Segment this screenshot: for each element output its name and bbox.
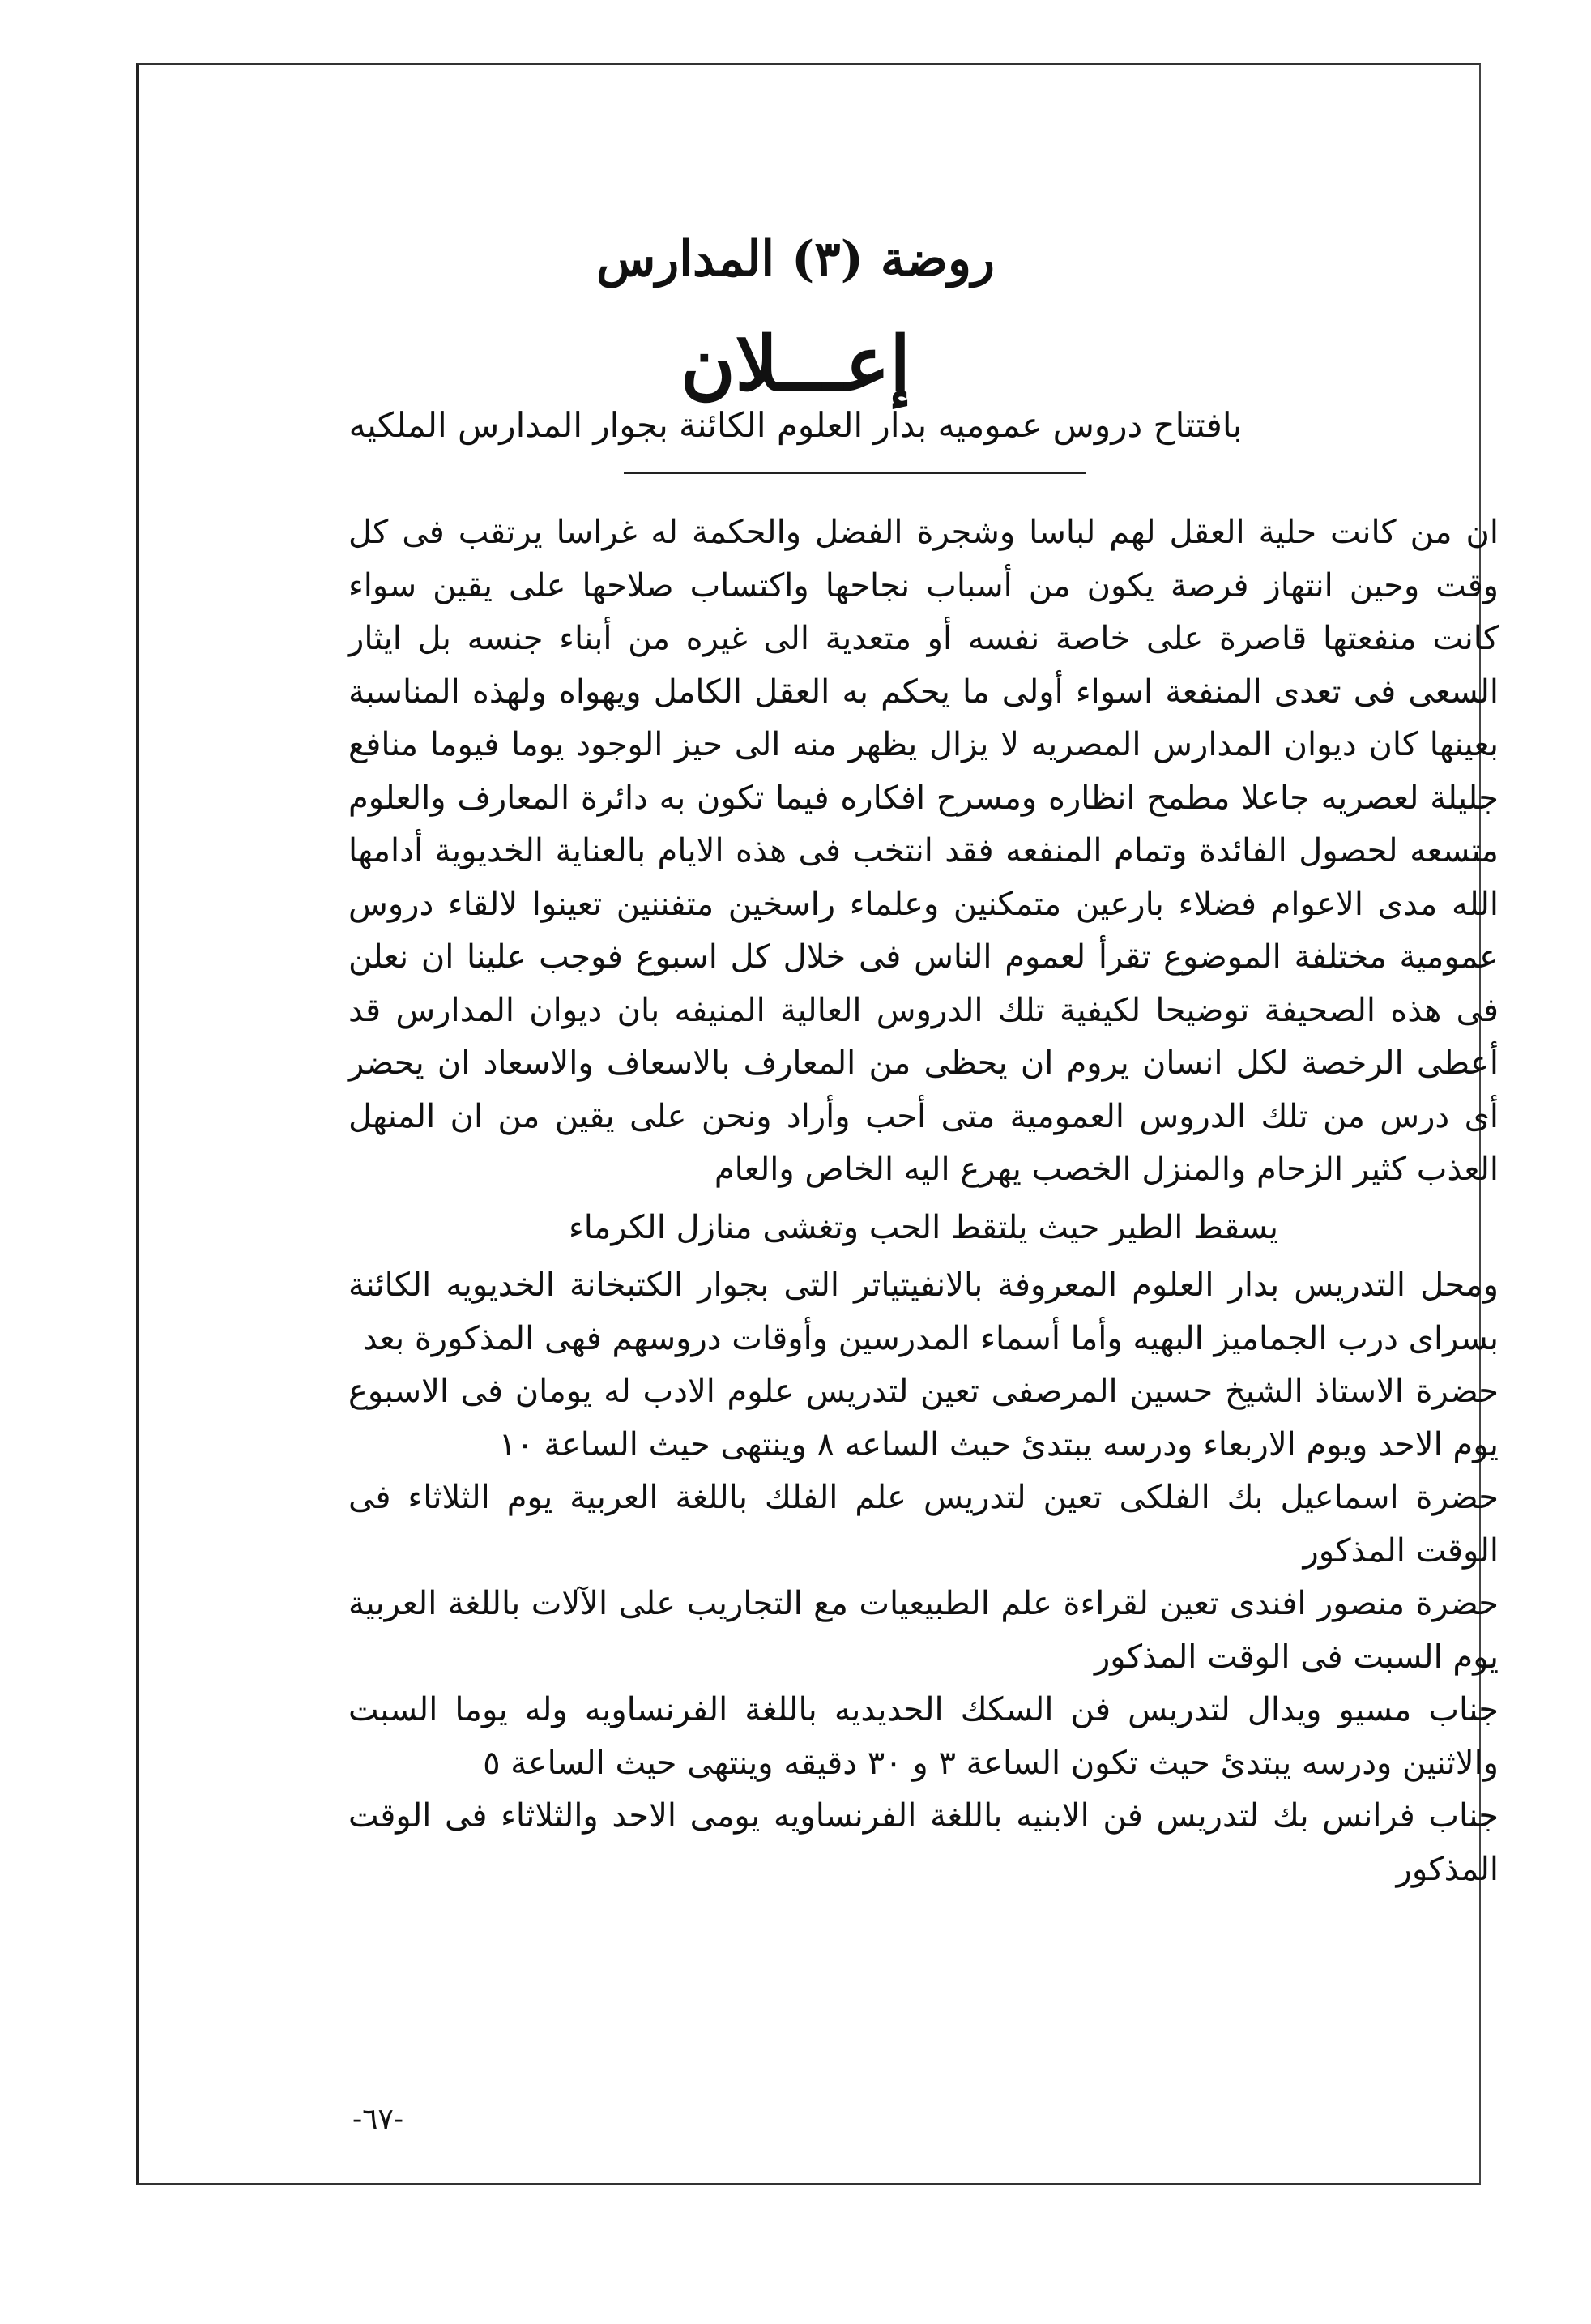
teacher-entry: حضرة منصور افندى تعين لقراءة علم الطبيعيات مع التجاريب على الآلات باللغة العربية يوم السبت فى الوقت المذكور: [348, 1585, 1499, 1676]
article-body: [348, 506, 1499, 1896]
announcement-title: إعـــلان: [680, 320, 911, 408]
announcement-subtitle: بافتتاح دروس عموميه بدار العلوم الكائنة بجوار المدارس الملكيه: [348, 405, 1243, 445]
teacher-entry: حضرة اسماعيل بك الفلكى تعين لتدريس علم الفلك باللغة العربية يوم الثلاثاء فى الوقت المذكور: [348, 1479, 1499, 1570]
page-number: -٦٧-: [352, 2103, 404, 2136]
title-divider: [624, 472, 1086, 474]
journal-title: روضة (٣) المدارس: [596, 231, 995, 288]
teacher-entry: جناب مسيو ويدال لتدريس فن السكك الحديديه باللغة الفرنساويه وله يوما السبت والاثنين ودرسه يبتدئ حيث تكون الساعة ٣ و ٣٠ دقيقه وينتهى حيث الساعة ٥: [348, 1691, 1499, 1782]
intro-paragraph: ان من كانت حلية العقل لهم لباسا وشجرة الفضل والحكمة له غراسا يرتقب فى كل وقت وحين انتهاز فرصة يكون من أسباب نجاحها واكتساب صلاحها على يقين سواء كانت منفعتها قاصرة على خاصة نفسه أو متعدية الى غيره من أبناء جنسه بل ايثار السعى فى تعدى المنفعة اسواء أولى ما يحكم به العقل الكامل ويهواه ولهذه المناسبة بعينها كان ديوان المدارس المصريه لا يزال يظهر منه الى حيز الوجود يوما فيوما منافع جليلة لعصريه جاعلا مطمح انظاره ومسرح افكاره فيما تكون به دائرة المعارف والعلوم متسعه لحصول الفائدة وتمام المنفعه فقد انتخب فى هذه الايام بالعناية الخديوية أدامها الله مدى الاعوام فضلاء بارعين متمكنين وعلماء راسخين متفننين تعينوا لالقاء دروس عمومية مختلفة الموضوع تقرأ لعموم الناس فى خلال كل اسبوع فوجب علينا ان نعلن فى هذه الصحيفة توضيحا لكيفية تلك الدروس العالية المنيفه بان ديوان المدارس قد أعطى الرخصة لكل انسان يروم ان يحظى من المعارف بالاسعاف والاسعاد ان يحضر أى درس من تلك الدروس العمومية متى أحب وأراد ونحن على يقين من ان المنهل العذب كثير الزحام والمنزل الخصب يهرع اليه الخاص والعام: [348, 514, 1499, 1188]
poetry-verse: يسقط الطير حيث يلتقط الحب وتغشى منازل الكرماء: [568, 1208, 1279, 1246]
location-paragraph: ومحل التدريس بدار العلوم المعروفة بالانفيتياتر التى بجوار الكتبخانة الخديويه الكائنة بسراى درب الجماميز البهيه وأما أسماء المدرسين وأوقات دروسهم فهى المذكورة بعد: [348, 1267, 1499, 1357]
teacher-entry: جناب فرانس بك لتدريس فن الابنيه باللغة الفرنساويه يومى الاحد والثلاثاء فى الوقت المذكور: [348, 1797, 1499, 1888]
teacher-entry: حضرة الاستاذ الشيخ حسين المرصفى تعين لتدريس علوم الادب له يومان فى الاسبوع يوم الاحد ويوم الاربعاء ودرسه يبتدئ حيث الساعه ٨ وينتهى حيث الساعة ١٠: [348, 1373, 1499, 1463]
